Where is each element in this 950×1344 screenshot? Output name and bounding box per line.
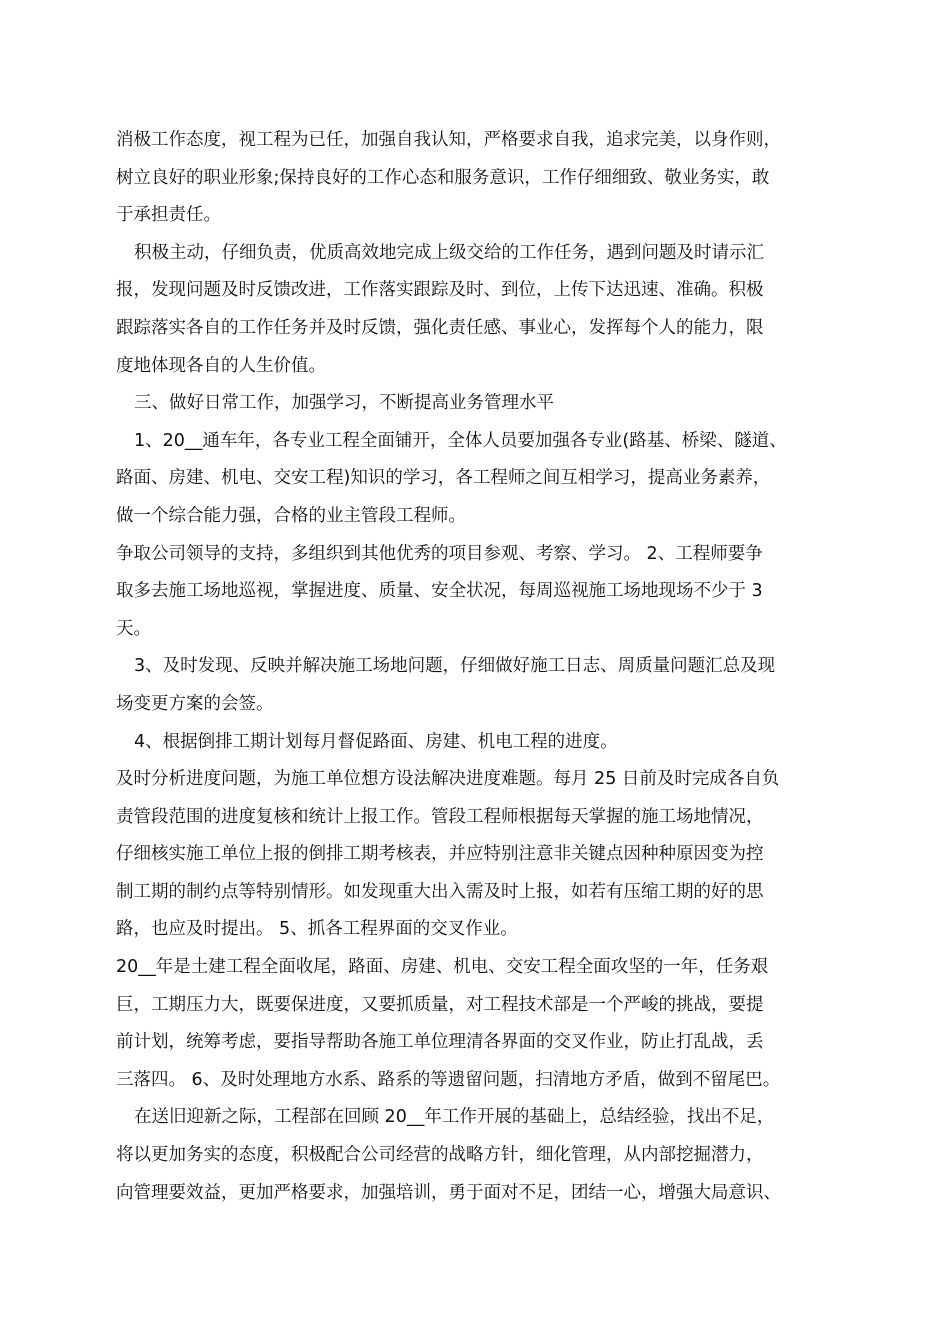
text-line: 取多去施工场地巡视，掌握进度、质量、安全状况，每周巡视施工场地现场不少于 3 [116,581,763,602]
text-line: 前计划，统筹考虑，要指导帮助各施工单位理清各界面的交叉作业，防止打乱战，丢 [116,1032,764,1053]
text-line: 及时分析进度问题，为施工单位想方设法解决进度难题。每月 25 日前及时完成各自负 [116,769,780,790]
text-line: 3、及时发现、反映并解决施工场地问题，仔细做好施工日志、周质量问题汇总及现 [134,656,776,677]
section-heading: 三、做好日常工作，加强学习，不断提高业务管理水平 [134,393,554,414]
body-text [116,122,856,1212]
text-line: 跟踪落实各自的工作任务并及时反馈，强化责任感、事业心，发挥每个人的能力，限 [116,317,764,338]
text-line: 度地体现各自的人生价值。 [116,355,326,376]
text-line: 天。 [116,618,151,639]
text-line: 消极工作态度，视工程为已任，加强自我认知，严格要求自我，追求完美，以身作则， [116,130,781,150]
text-line: 争取公司领导的支持，多组织到其他优秀的项目参观、考察、学习。 2、工程师要争 [116,543,763,564]
text-line: 路面、房建、机电、交安工程)知识的学习，各工程师之间互相学习，提高业务素养， [116,468,771,489]
text-line: 制工期的制约点等特别情形。如发现重大出入需及时上报，如若有压缩工期的好的思 [116,881,764,902]
text-line: 报，发现问题及时反馈改进，工作落实跟踪及时、到位，上传下达迅速、准确。积极 [116,280,764,301]
text-line: 场变更方案的会签。 [116,693,274,714]
text-line: 向管理要效益，更加严格要求，加强培训，勇于面对不足，团结一心，增强大局意识、 [116,1182,781,1203]
text-line: 路，也应及时提出。 5、抓各工程界面的交叉作业。 [116,919,518,940]
text-line: 1、20__通车年，各专业工程全面铺开，全体人员要加强各专业(路基、桥梁、隧道、 [134,430,787,451]
text-line: 仔细核实施工单位上报的倒排工期考核表，并应特别注意非关键点因种种原因变为控 [116,844,764,865]
text-line: 在送旧迎新之际，工程部在回顾 20__年工作开展的基础上，总结经验，找出不足， [134,1107,775,1128]
text-line: 三落四。 6、及时处理地方水系、路系的等遗留问题，扫清地方矛盾，做到不留尾巴。 [116,1069,781,1090]
text-line: 积极主动，仔细负责，优质高效地完成上级交给的工作任务，遇到问题及时请示汇 [134,242,764,263]
text-line: 做一个综合能力强，合格的业主管段工程师。 [116,505,466,526]
text-line: 4、根据倒排工期计划每月督促路面、房建、机电工程的进度。 [134,731,618,752]
text-line: 巨，工期压力大，既要保进度，又要抓质量，对工程技术部是一个严峻的挑战，要提 [116,994,764,1015]
text-line: 责管段范围的进度复核和统计上报工作。管段工程师根据每天掌握的施工场地情况， [116,806,764,827]
text-line: 树立良好的职业形象;保持良好的工作心态和服务意识，工作仔细细致、敬业务实，敢 [116,167,770,188]
text-line: 将以更加务实的态度，积极配合公司经营的战略方针，细化管理，从内部挖掘潜力， [116,1145,764,1166]
text-line: 于承担责任。 [116,205,221,226]
text-line: 20__年是土建工程全面收尾，路面、房建、机电、交安工程全面攻坚的一年，任务艰 [116,957,769,978]
